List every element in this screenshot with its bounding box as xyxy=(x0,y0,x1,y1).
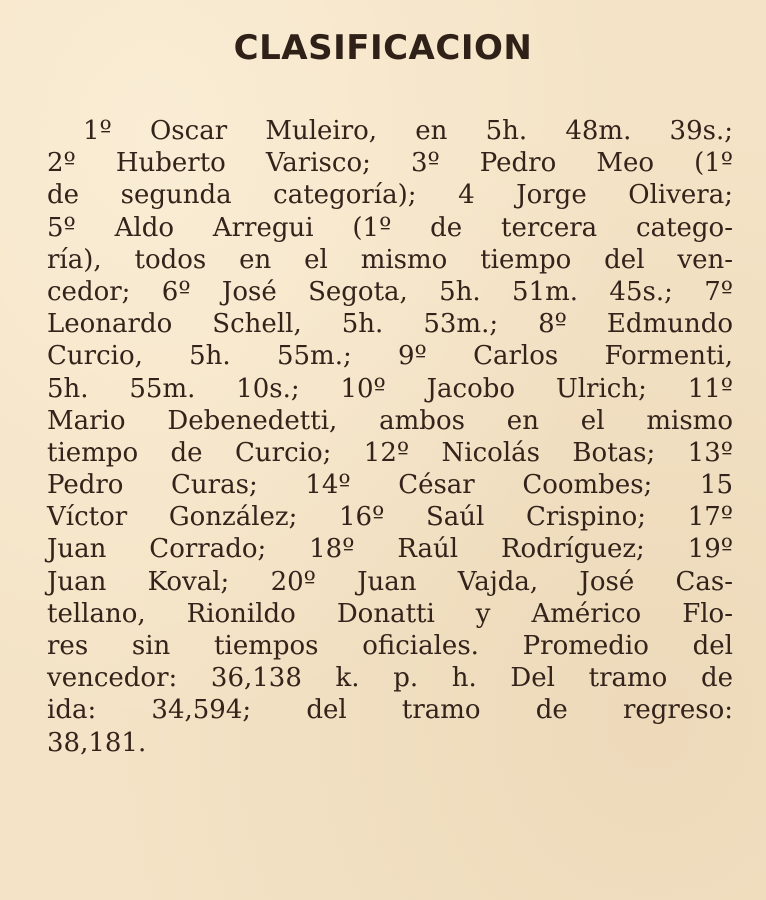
paragraph-line: 2º Huberto Varisco; 3º Pedro Meo (1º xyxy=(47,148,733,179)
paragraph-line: Juan Koval; 20º Juan Vajda, José Cas- xyxy=(47,566,733,597)
paragraph-line: Curcio, 5h. 55m.; 9º Carlos Formenti, xyxy=(47,341,733,372)
paragraph-line: 5º Aldo Arregui (1º de tercera catego- xyxy=(47,212,733,243)
paragraph-line: Leonardo Schell, 5h. 53m.; 8º Edmundo xyxy=(47,309,733,340)
classification-paragraph xyxy=(47,115,733,759)
paragraph-line: Víctor González; 16º Saúl Crispino; 17º xyxy=(47,502,733,533)
paragraph-line: res sin tiempos oficiales. Promedio del xyxy=(47,631,733,661)
section-title: CLASIFICACION xyxy=(233,28,533,68)
paragraph-line: Pedro Curas; 14º César Coombes; 15 xyxy=(47,470,733,501)
paragraph-line: de segunda categoría); 4 Jorge Olivera; xyxy=(47,180,733,211)
paragraph-line: tiempo de Curcio; 12º Nicolás Botas; 13º xyxy=(47,437,733,468)
paragraph-line: 1º Oscar Muleiro, en 5h. 48m. 39s.; xyxy=(83,116,733,146)
paragraph-line: tellano, Rionildo Donatti y Américo Flo- xyxy=(47,598,733,629)
paragraph-line: 38,181. xyxy=(47,727,147,758)
paragraph-line: vencedor: 36,138 k. p. h. Del tramo de xyxy=(47,663,733,694)
paragraph-line: Juan Corrado; 18º Raúl Rodríguez; 19º xyxy=(47,534,733,565)
paragraph-line: ida: 34,594; del tramo de regreso: xyxy=(47,695,733,726)
paragraph-line: ría), todos en el mismo tiempo del ven- xyxy=(47,244,733,275)
paragraph-line: Mario Debenedetti, ambos en el mismo xyxy=(47,405,733,436)
paragraph-line: cedor; 6º José Segota, 5h. 51m. 45s.; 7º xyxy=(47,276,733,307)
paragraph-line: 5h. 55m. 10s.; 10º Jacobo Ulrich; 11º xyxy=(47,373,733,404)
